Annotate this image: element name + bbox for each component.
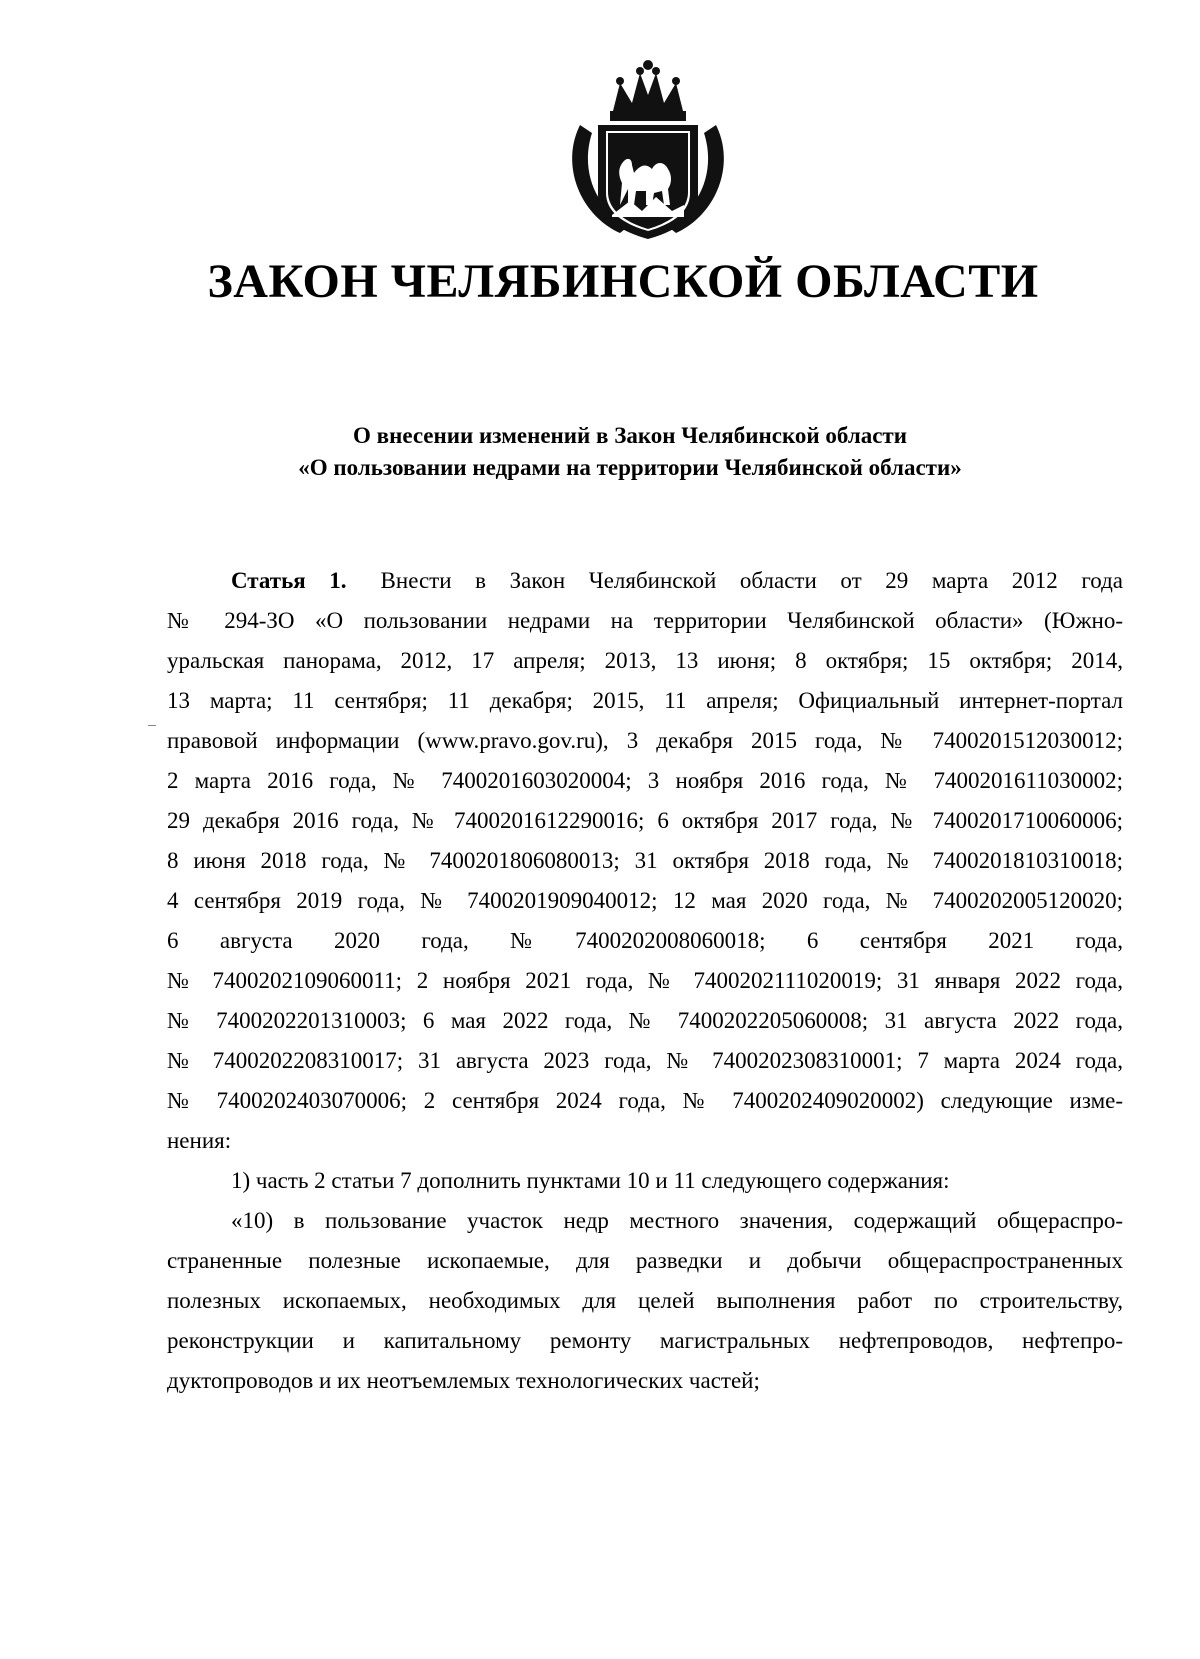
article-line: 4 сентября 2019 года, № 7400201909040012; 12 мая 2020 года, № 7400202005120020; xyxy=(167,888,1123,913)
article-line: Внести в Закон Челябинской области от 29 марта 2012 года xyxy=(380,568,1123,593)
article-line: № 7400202208310017; 31 августа 2023 года, № 7400202308310001; 7 марта 2024 года, xyxy=(167,1048,1123,1073)
article-line: 29 декабря 2016 года, № 7400201612290016; 6 октября 2017 года, № 7400201710060006; xyxy=(167,808,1123,833)
article-label: Статья 1. xyxy=(231,568,347,593)
article-first-line xyxy=(167,561,1123,601)
article-line: уральская панорама, 2012, 17 апреля; 2013, 13 июня; 8 октября; 15 октября; 2014, xyxy=(167,648,1123,673)
margin-mark xyxy=(148,725,156,726)
article-line: 8 июня 2018 года, № 7400201806080013; 31 октября 2018 года, № 7400201810310018; xyxy=(167,848,1123,873)
law-title: ЗАКОН ЧЕЛЯБИНСКОЙ ОБЛАСТИ xyxy=(207,255,1039,308)
amendment-item-10-line: «10) в пользование участок недр местного значения, содержащий общераспро- xyxy=(231,1208,1123,1233)
article-line: № 7400202403070006; 2 сентября 2024 года, № 7400202409020002) следующие изме- xyxy=(167,1088,1123,1113)
article-line: 13 марта; 11 сентября; 11 декабря; 2015, 11 апреля; Официальный интернет-портал xyxy=(167,688,1123,713)
amendment-item-10-line: реконструкции и капитальному ремонту магистральных нефтепроводов, нефтепро- xyxy=(167,1328,1123,1353)
article-body xyxy=(167,561,1123,1401)
amendment-item-10-line: страненные полезные ископаемые, для разведки и добычи общераспространенных xyxy=(167,1248,1123,1273)
subtitle-line-2: «О пользовании недрами на территории Челябинской области» xyxy=(298,455,962,480)
article-line: 2 марта 2016 года, № 7400201603020004; 3 ноября 2016 года, № 7400201611030002; xyxy=(167,768,1123,793)
article-line: № 7400202201310003; 6 мая 2022 года, № 7400202205060008; 31 августа 2022 года, xyxy=(167,1008,1123,1033)
article-line: № 7400202109060011; 2 ноября 2021 года, № 7400202111020019; 31 января 2022 года, xyxy=(167,968,1123,993)
article-line: 6 августа 2020 года, № 7400202008060018; 6 сентября 2021 года, xyxy=(167,928,1123,953)
chelyabinsk-coat-of-arms-icon xyxy=(560,55,736,241)
amendment-item-10-line: полезных ископаемых, необходимых для целей выполнения работ по строительству, xyxy=(167,1288,1123,1313)
law-subtitle xyxy=(0,420,1200,484)
article-line: № 294-ЗО «О пользовании недрами на территории Челябинской области» (Южно- xyxy=(167,608,1123,633)
amendment-item-10-line: дуктопроводов и их неотъемлемых технологических частей; xyxy=(167,1368,760,1393)
amendment-item-1: 1) часть 2 статьи 7 дополнить пунктами 10 и 11 следующего содержания: xyxy=(231,1168,950,1193)
article-line: нения: xyxy=(167,1128,232,1153)
subtitle-line-1: О внесении изменений в Закон Челябинской области xyxy=(353,423,907,448)
article-line: правовой информации (www.pravo.gov.ru), 3 декабря 2015 года, № 7400201512030012; xyxy=(167,728,1123,753)
